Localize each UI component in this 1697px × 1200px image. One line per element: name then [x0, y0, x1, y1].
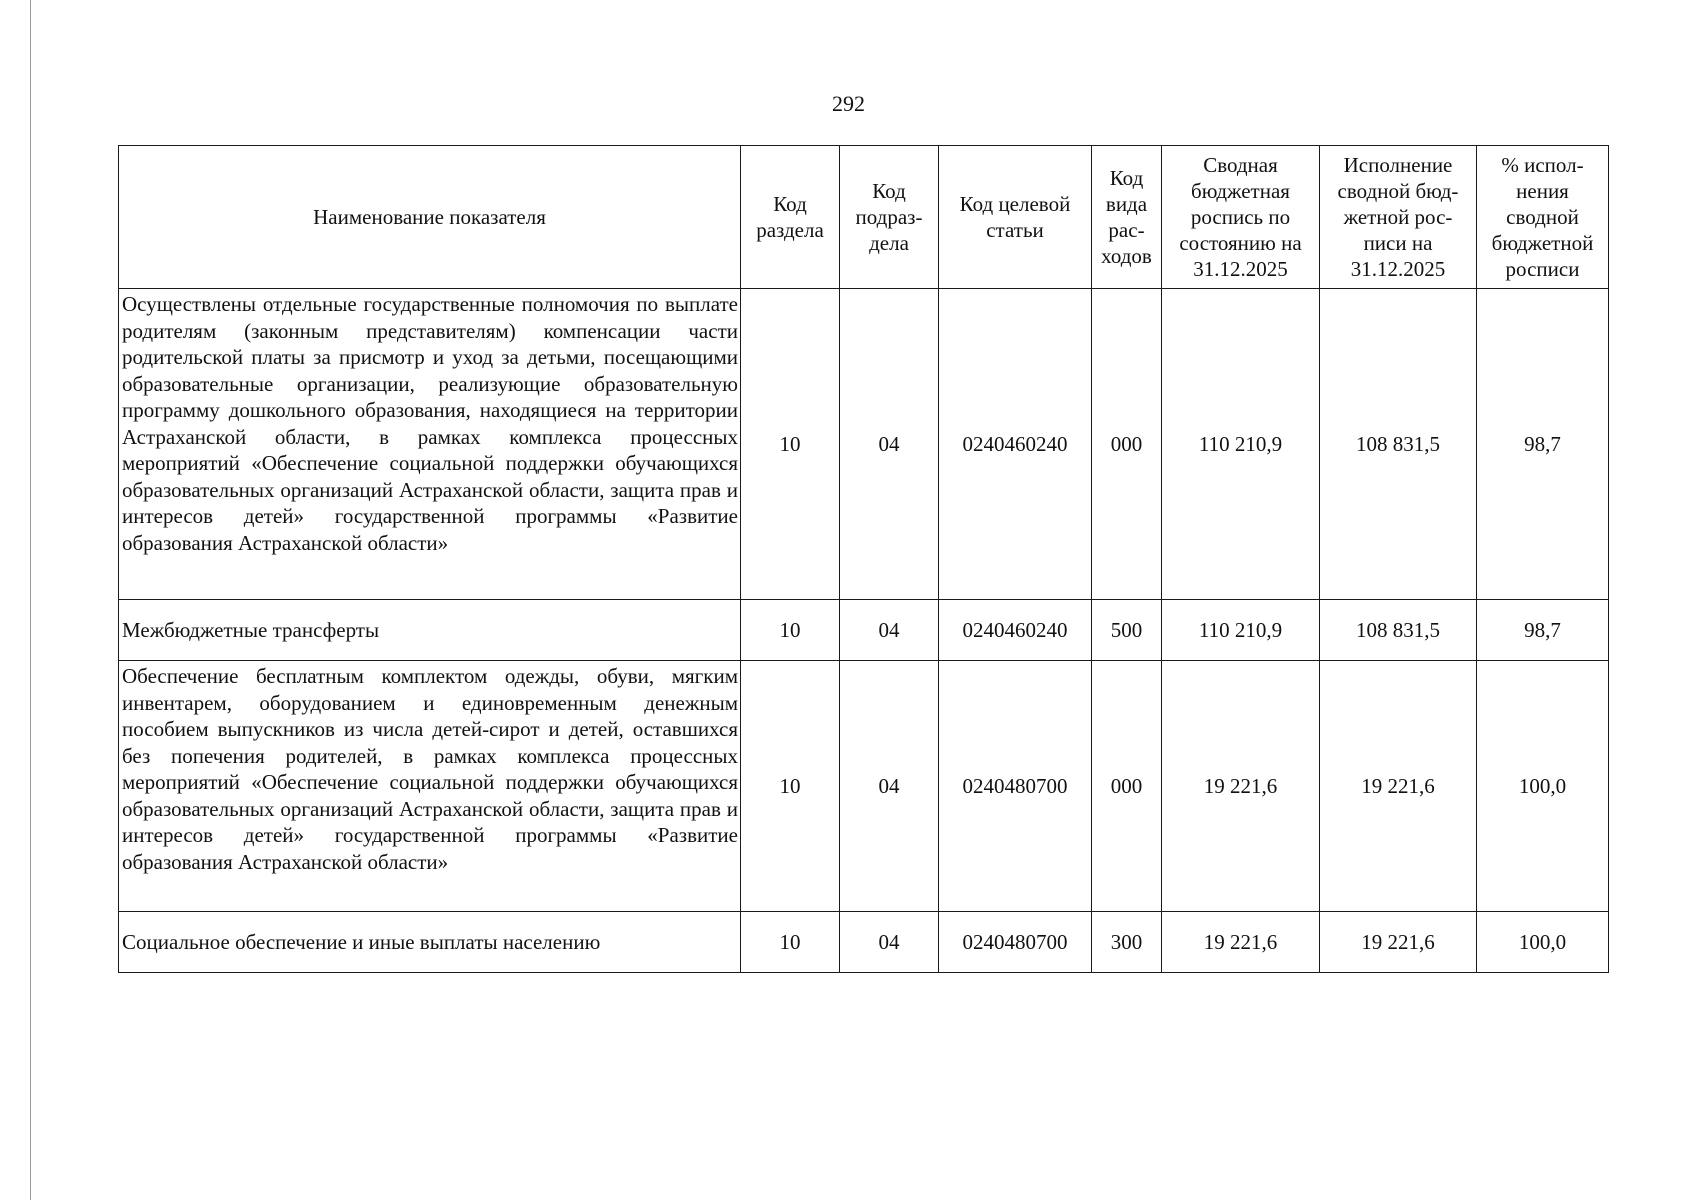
row-percent: 100,0: [1477, 912, 1609, 973]
row-target-code: 0240480700: [939, 912, 1092, 973]
row-subsection-code: 04: [840, 600, 939, 661]
table-row: [119, 912, 1609, 973]
row-name: Обеспечение бесплатным комплектом одежды, обуви, мягким инвентарем, оборудованием и единовременным денежным пособием выпускников из числа детей-сирот и детей, оставшихся без попечения родителей, в рамках комплекса процессных мероприятий «Обеспечение социальной поддержки обучающихся образовательных организаций Астраханской области, защита прав и интересов детей» государственной программы «Развитие образования Астраханской области»: [119, 661, 741, 912]
row-execution: 108 831,5: [1320, 600, 1477, 661]
row-execution: 108 831,5: [1320, 289, 1477, 600]
row-target-code: 0240460240: [939, 600, 1092, 661]
header-execution: Исполнение сводной бюд-жетной рос-писи на 31.12.2025: [1320, 146, 1477, 289]
scan-edge-line: [30, 0, 31, 1200]
budget-execution-table: [118, 145, 1609, 973]
row-section-code: 10: [741, 289, 840, 600]
row-subsection-code: 04: [840, 661, 939, 912]
table-row: [119, 661, 1609, 912]
row-budget-plan: 19 221,6: [1162, 912, 1320, 973]
row-percent: 100,0: [1477, 661, 1609, 912]
row-budget-plan: 110 210,9: [1162, 289, 1320, 600]
row-percent: 98,7: [1477, 289, 1609, 600]
page-number: 292: [832, 91, 865, 116]
row-expense-type-code: 500: [1092, 600, 1162, 661]
table-row: [119, 289, 1609, 600]
header-name: Наименование показателя: [119, 146, 741, 289]
header-target-code: Код целевой статьи: [939, 146, 1092, 289]
row-name: Осуществлены отдельные государственные полномочия по выплате родителям (законным представителям) компенсации части родительской платы за присмотр и уход за детьми, посещающими образовательные организации, реализующие образовательную программу дошкольного образования, находящиеся на территории Астраханской области, в рамках комплекса процессных мероприятий «Обеспечение социальной поддержки обучающихся образовательных организаций Астраханской области, защита прав и интересов детей» государственной программы «Развитие образования Астраханской области»: [119, 289, 741, 600]
row-section-code: 10: [741, 600, 840, 661]
row-section-code: 10: [741, 912, 840, 973]
row-percent: 98,7: [1477, 600, 1609, 661]
row-budget-plan: 19 221,6: [1162, 661, 1320, 912]
row-name: Социальное обеспечение и иные выплаты населению: [119, 912, 741, 973]
header-section-code: Код раздела: [741, 146, 840, 289]
row-budget-plan: 110 210,9: [1162, 600, 1320, 661]
row-name: Межбюджетные трансферты: [119, 600, 741, 661]
row-subsection-code: 04: [840, 289, 939, 600]
header-subsection-code: Код подраз-дела: [840, 146, 939, 289]
row-expense-type-code: 000: [1092, 289, 1162, 600]
header-percent: % испол-нения сводной бюджетной росписи: [1477, 146, 1609, 289]
row-execution: 19 221,6: [1320, 661, 1477, 912]
table-header-row: [119, 146, 1609, 289]
row-target-code: 0240460240: [939, 289, 1092, 600]
row-expense-type-code: 000: [1092, 661, 1162, 912]
header-expense-type-code: Код вида рас-ходов: [1092, 146, 1162, 289]
row-expense-type-code: 300: [1092, 912, 1162, 973]
header-budget-plan: Сводная бюджетная роспись по состоянию на 31.12.2025: [1162, 146, 1320, 289]
row-section-code: 10: [741, 661, 840, 912]
row-target-code: 0240480700: [939, 661, 1092, 912]
table-row: [119, 600, 1609, 661]
row-subsection-code: 04: [840, 912, 939, 973]
row-execution: 19 221,6: [1320, 912, 1477, 973]
